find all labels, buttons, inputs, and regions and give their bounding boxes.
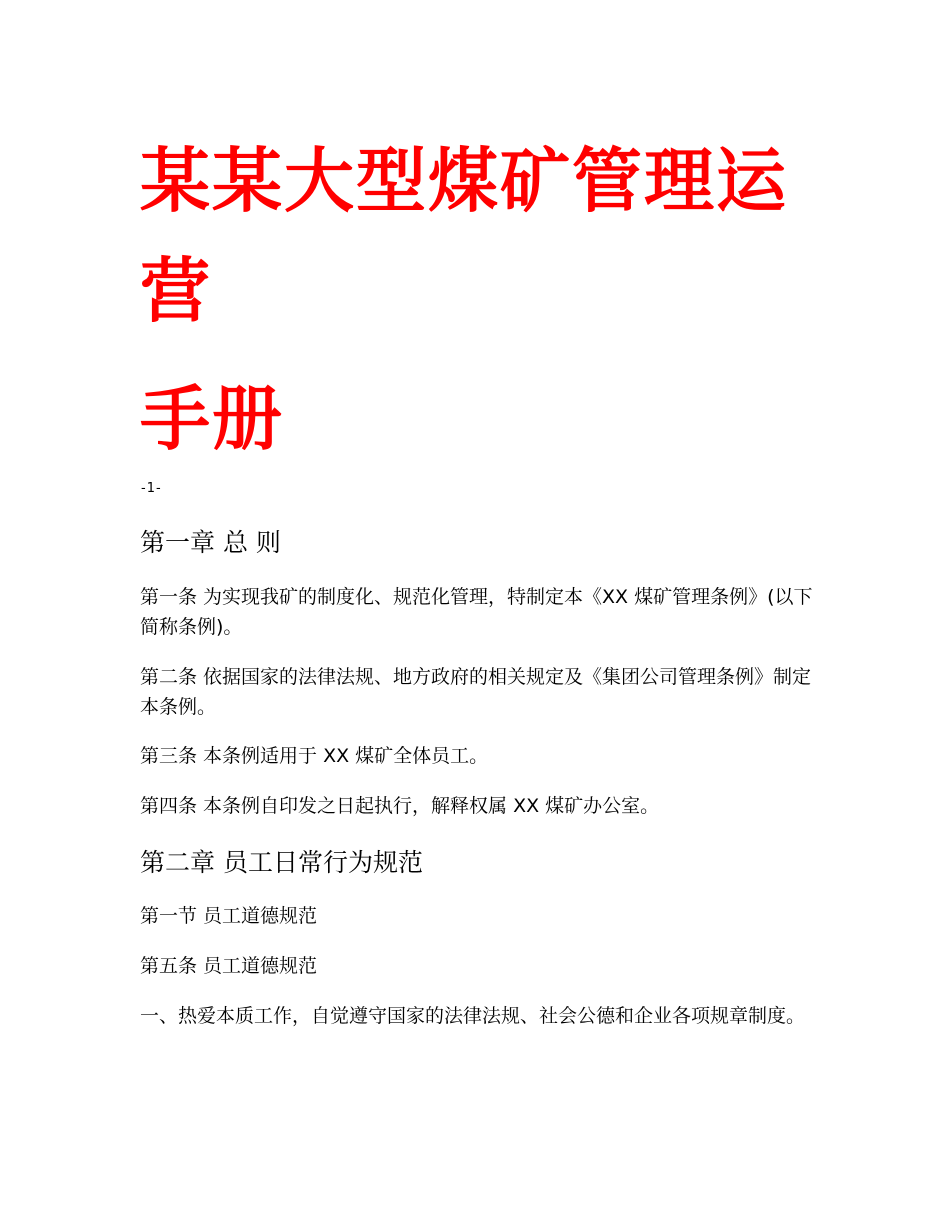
article-5: 第五条 员工道德规范 xyxy=(140,955,318,977)
document-title-line-3: 手册 xyxy=(140,378,284,460)
document-title-line-1: 某某大型煤矿管理运 xyxy=(140,140,788,222)
article-4: 第四条 本条例自印发之日起执行，解释权属 XX 煤矿办公室。 xyxy=(140,795,660,817)
article-5-item-1: 一、热爱本质工作，自觉遵守国家的法律法规、社会公德和企业各项规章制度。 xyxy=(140,1005,806,1027)
chapter-2-heading: 第二章 员工日常行为规范 xyxy=(140,848,423,877)
article-2: 第二条 依据国家的法律法规、地方政府的相关规定及《集团公司管理条例》制定本条例。 xyxy=(140,666,812,718)
document-title-line-2: 营 xyxy=(140,250,212,332)
article-1: 第一条 为实现我矿的制度化、规范化管理，特制定本《XX 煤矿管理条例》(以下简称条例)。 xyxy=(140,586,813,638)
chapter-1-heading: 第一章 总 则 xyxy=(140,528,281,557)
section-1-title: 第一节 员工道德规范 xyxy=(140,905,318,927)
page-number: -1- xyxy=(141,481,162,496)
article-3: 第三条 本条例适用于 XX 煤矿全体员工。 xyxy=(140,745,489,767)
